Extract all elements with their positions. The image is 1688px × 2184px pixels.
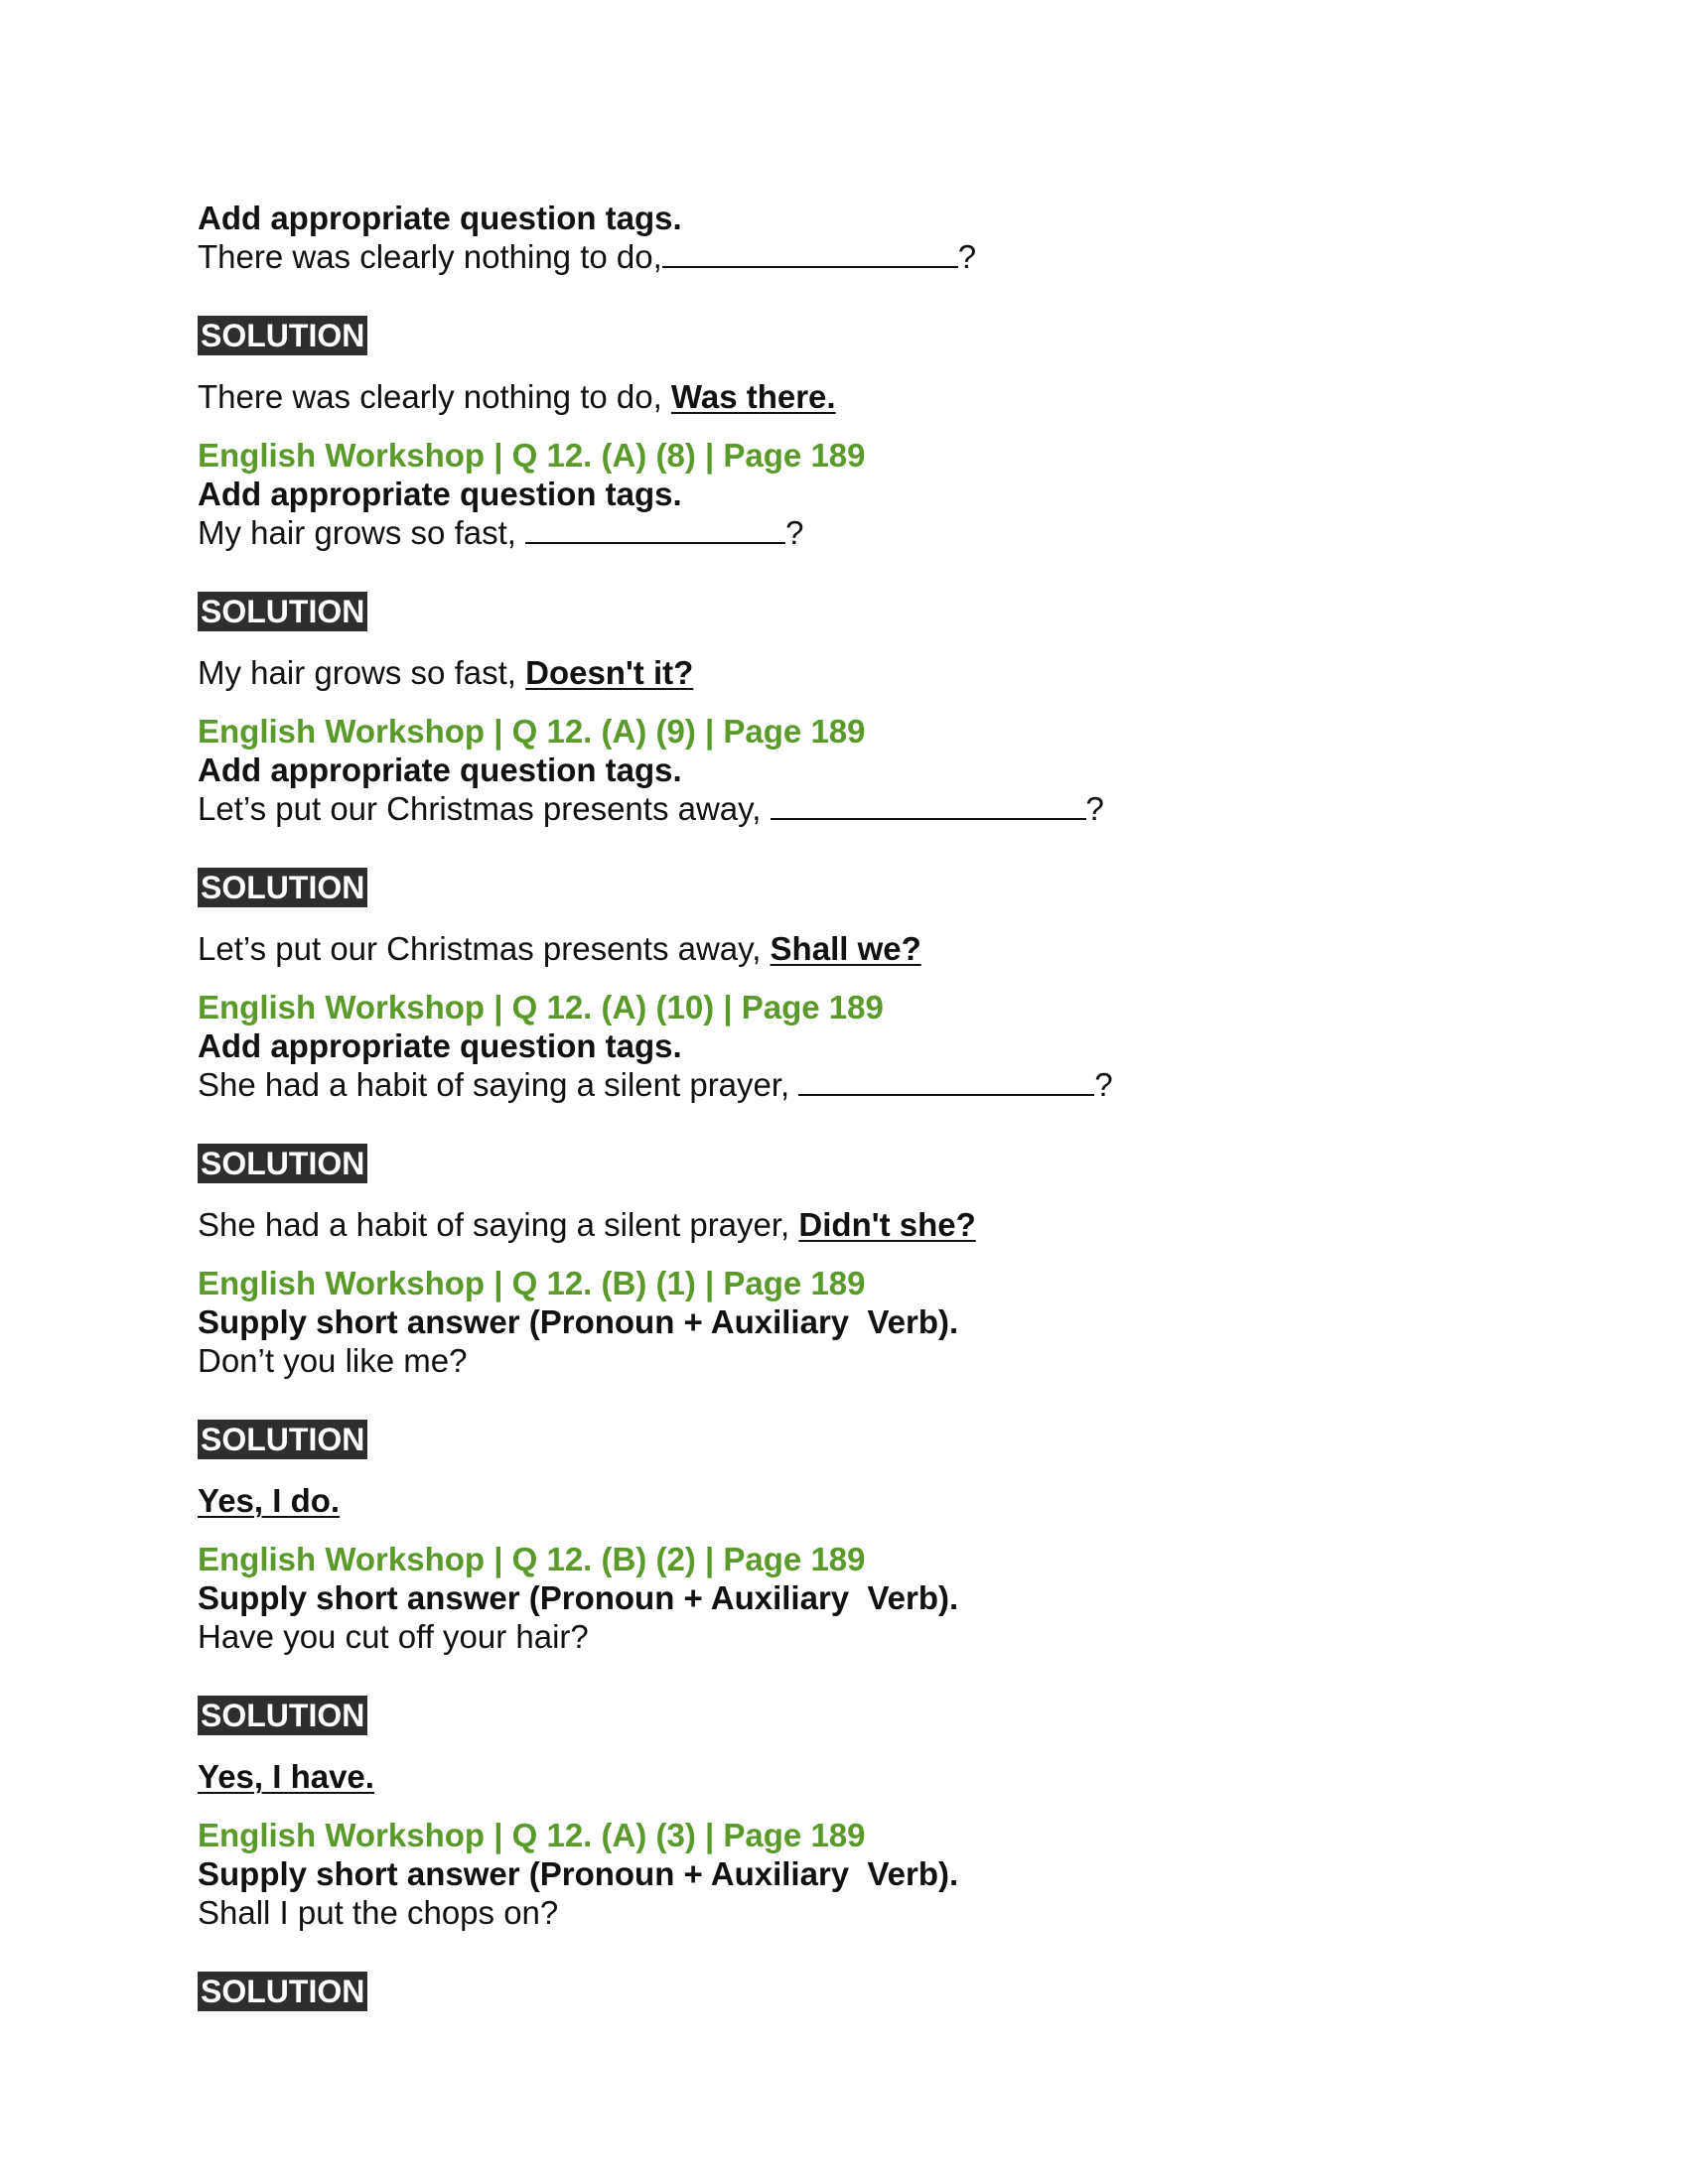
solution-label: SOLUTION — [198, 1696, 367, 1735]
solution-label: SOLUTION — [198, 1144, 367, 1183]
answer-prefix: She had a habit of saying a silent prayer, — [198, 1206, 799, 1243]
solution-line — [198, 1757, 1488, 1796]
question: Have you cut off your hair? — [198, 1618, 589, 1655]
question-text: My hair grows so fast, — [198, 514, 526, 551]
instruction: Supply short answer (Pronoun + Auxiliary Verb). — [198, 1303, 959, 1340]
solution-label: SOLUTION — [198, 868, 367, 907]
question — [198, 1065, 1488, 1104]
question-header: English Workshop | Q 12. (A) (8) | Page 189 — [198, 437, 866, 474]
answer-blank[interactable] — [662, 238, 958, 268]
instruction: Add appropriate question tags. — [198, 1027, 682, 1064]
answer: Didn't she? — [798, 1206, 976, 1243]
question-mark: ? — [785, 514, 804, 551]
answer-prefix: There was clearly nothing to do, — [198, 378, 671, 415]
instruction: Supply short answer (Pronoun + Auxiliary Verb). — [198, 1855, 959, 1892]
answer-blank[interactable] — [771, 790, 1086, 820]
solution-line — [198, 1481, 1488, 1520]
answer: Was there. — [670, 378, 836, 415]
question-block — [198, 199, 1488, 416]
document-page — [198, 199, 1488, 2033]
question-block — [198, 1264, 1488, 1520]
answer-blank[interactable] — [798, 1066, 1094, 1096]
question-mark: ? — [1094, 1066, 1113, 1103]
answer-blank[interactable] — [525, 514, 785, 544]
answer-prefix: Let’s put our Christmas presents away, — [198, 930, 771, 967]
instruction: Supply short answer (Pronoun + Auxiliary Verb). — [198, 1579, 959, 1616]
solution-label: SOLUTION — [198, 1972, 367, 2011]
question-mark: ? — [1085, 790, 1104, 827]
solution-line — [198, 929, 1488, 968]
instruction: Add appropriate question tags. — [198, 200, 682, 236]
answer: Yes, I have. — [198, 1758, 374, 1795]
question-header: English Workshop | Q 12. (B) (2) | Page 189 — [198, 1541, 866, 1577]
question-text: There was clearly nothing to do, — [198, 238, 662, 275]
answer: Yes, I do. — [198, 1482, 341, 1519]
instruction: Add appropriate question tags. — [198, 751, 682, 788]
solution-line — [198, 1205, 1488, 1244]
question — [198, 789, 1488, 828]
question-header: English Workshop | Q 12. (B) (1) | Page 189 — [198, 1265, 866, 1301]
solution-line — [198, 377, 1488, 416]
question-mark: ? — [957, 238, 977, 275]
question: Don’t you like me? — [198, 1342, 468, 1379]
question-text: She had a habit of saying a silent prayer, — [198, 1066, 799, 1103]
solution-label: SOLUTION — [198, 592, 367, 631]
question — [198, 513, 1488, 552]
question — [198, 237, 1488, 276]
instruction: Add appropriate question tags. — [198, 476, 682, 512]
question-header: English Workshop | Q 12. (A) (9) | Page 189 — [198, 713, 866, 750]
solution-label: SOLUTION — [198, 316, 367, 355]
question-block — [198, 1816, 1488, 2033]
answer: Doesn't it? — [525, 654, 694, 691]
question-block — [198, 712, 1488, 968]
question-block — [198, 988, 1488, 1244]
answer-prefix: My hair grows so fast, — [198, 654, 526, 691]
question-header: English Workshop | Q 12. (A) (10) | Page 189 — [198, 989, 884, 1025]
answer: Shall we? — [770, 930, 921, 967]
question-text: Let’s put our Christmas presents away, — [198, 790, 771, 827]
question: Shall I put the chops on? — [198, 1894, 559, 1931]
solution-line — [198, 653, 1488, 692]
question-header: English Workshop | Q 12. (A) (3) | Page 189 — [198, 1817, 866, 1853]
solution-label: SOLUTION — [198, 1420, 367, 1459]
question-block — [198, 436, 1488, 692]
question-block — [198, 1540, 1488, 1796]
